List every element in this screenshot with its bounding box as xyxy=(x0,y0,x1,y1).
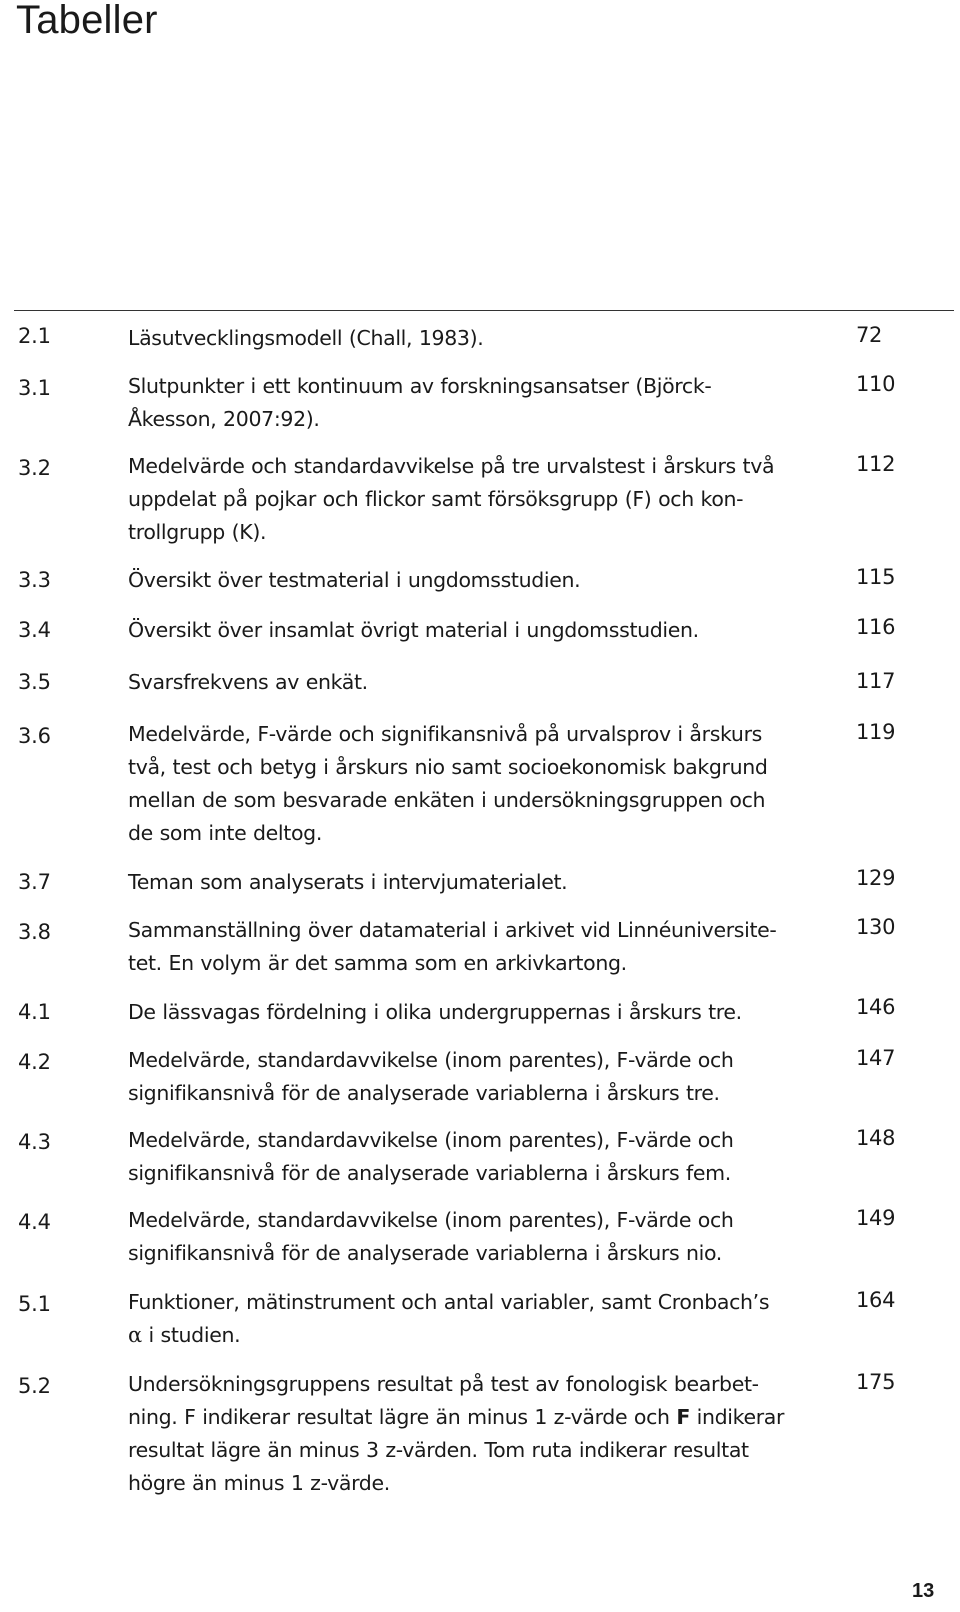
table-number: 4.3 xyxy=(18,1130,51,1154)
caption-fragment: ning. F indikerar resultat lägre än minus 1 z-värde och xyxy=(128,1405,677,1429)
page-ref: 147 xyxy=(856,1046,896,1070)
table-caption xyxy=(128,564,840,597)
table-number: 3.8 xyxy=(18,920,51,944)
caption-line: signifikansnivå för de analyserade variablerna i årskurs fem. xyxy=(128,1161,731,1185)
table-caption xyxy=(128,1286,840,1352)
page-ref: 112 xyxy=(856,452,896,476)
table-number: 2.1 xyxy=(18,324,51,348)
table-caption xyxy=(128,370,840,436)
page-ref: 110 xyxy=(856,372,896,396)
caption-line: två, test och betyg i årskurs nio samt socioekonomisk bakgrund xyxy=(128,755,768,779)
page-ref: 119 xyxy=(856,720,896,744)
caption-line: Läsutvecklingsmodell (Chall, 1983). xyxy=(128,326,484,350)
table-caption xyxy=(128,1044,840,1110)
table-caption xyxy=(128,450,840,549)
page-ref: 130 xyxy=(856,915,896,939)
caption-line: Funktioner, mätinstrument och antal variabler, samt Cronbach’s xyxy=(128,1290,770,1314)
caption-line: Medelvärde, standardavvikelse (inom parentes), F-värde och xyxy=(128,1128,734,1152)
table-number: 4.4 xyxy=(18,1210,51,1234)
page-ref: 175 xyxy=(856,1370,896,1394)
caption-line: trollgrupp (K). xyxy=(128,520,267,544)
caption-line: signifikansnivå för de analyserade variablerna i årskurs nio. xyxy=(128,1241,722,1265)
caption-line: Översikt över testmaterial i ungdomsstudien. xyxy=(128,568,581,592)
caption-line: Medelvärde, F-värde och signifikansnivå på urvalsprov i årskurs xyxy=(128,722,762,746)
table-number: 3.7 xyxy=(18,870,51,894)
caption-fragment: indikerar xyxy=(689,1405,785,1429)
page-ref: 116 xyxy=(856,615,896,639)
horizontal-rule xyxy=(14,310,954,311)
table-number: 3.3 xyxy=(18,568,51,592)
caption-line: de som inte deltog. xyxy=(128,821,322,845)
caption-line: Medelvärde och standardavvikelse på tre urvalstest i årskurs två xyxy=(128,454,775,478)
caption-line: Slutpunkter i ett kontinuum av forskningsansatser (Björck- xyxy=(128,374,712,398)
caption-line: mellan de som besvarade enkäten i undersökningsgruppen och xyxy=(128,788,766,812)
caption-line: högre än minus 1 z-värde. xyxy=(128,1471,390,1495)
table-number: 3.1 xyxy=(18,376,51,400)
caption-line: Medelvärde, standardavvikelse (inom parentes), F-värde och xyxy=(128,1048,734,1072)
table-number: 5.1 xyxy=(18,1292,51,1316)
page-ref: 117 xyxy=(856,669,896,693)
table-caption xyxy=(128,718,840,850)
page-ref: 72 xyxy=(856,323,883,347)
table-caption xyxy=(128,1204,840,1270)
caption-line: Översikt över insamlat övrigt material i ungdomsstudien. xyxy=(128,618,699,642)
caption-line: uppdelat på pojkar och flickor samt försöksgrupp (F) och kon- xyxy=(128,487,744,511)
caption-line xyxy=(128,1319,840,1352)
table-number: 4.1 xyxy=(18,1000,51,1024)
table-caption xyxy=(128,866,840,899)
caption-line: Sammanställning över datamaterial i arkivet vid Linnéuniversite- xyxy=(128,918,777,942)
table-caption xyxy=(128,914,840,980)
page-number: 13 xyxy=(912,1580,935,1602)
table-number: 4.2 xyxy=(18,1050,51,1074)
table-caption xyxy=(128,996,840,1029)
table-number: 3.6 xyxy=(18,724,51,748)
table-number: 5.2 xyxy=(18,1374,51,1398)
page-ref: 146 xyxy=(856,995,896,1019)
table-number: 3.5 xyxy=(18,670,51,694)
table-caption xyxy=(128,666,840,699)
caption-line: Åkesson, 2007:92). xyxy=(128,407,320,431)
caption-line: Teman som analyserats i intervjumaterialet. xyxy=(128,870,568,894)
table-number: 3.2 xyxy=(18,456,51,480)
alpha-symbol: α xyxy=(128,1323,142,1347)
bold-f-marker: F xyxy=(676,1405,690,1429)
caption-line: signifikansnivå för de analyserade variablerna i årskurs tre. xyxy=(128,1081,720,1105)
table-number: 3.4 xyxy=(18,618,51,642)
caption-line: resultat lägre än minus 3 z-värden. Tom ruta indikerar resultat xyxy=(128,1438,749,1462)
table-caption xyxy=(128,1368,840,1500)
caption-line: Svarsfrekvens av enkät. xyxy=(128,670,368,694)
caption-line: tet. En volym är det samma som en arkivkartong. xyxy=(128,951,627,975)
page-ref: 149 xyxy=(856,1206,896,1230)
caption-line: Medelvärde, standardavvikelse (inom parentes), F-värde och xyxy=(128,1208,734,1232)
page-ref: 164 xyxy=(856,1288,896,1312)
table-caption xyxy=(128,614,840,647)
caption-line xyxy=(128,1401,840,1434)
caption-line: De lässvagas fördelning i olika undergruppernas i årskurs tre. xyxy=(128,1000,742,1024)
caption-fragment: i studien. xyxy=(141,1323,241,1347)
caption-line: Undersökningsgruppens resultat på test av fonologisk bearbet- xyxy=(128,1372,759,1396)
table-caption xyxy=(128,322,840,355)
table-caption xyxy=(128,1124,840,1190)
page-ref: 148 xyxy=(856,1126,896,1150)
page-ref: 115 xyxy=(856,565,896,589)
page-ref: 129 xyxy=(856,866,896,890)
page-title: Tabeller xyxy=(16,0,158,42)
